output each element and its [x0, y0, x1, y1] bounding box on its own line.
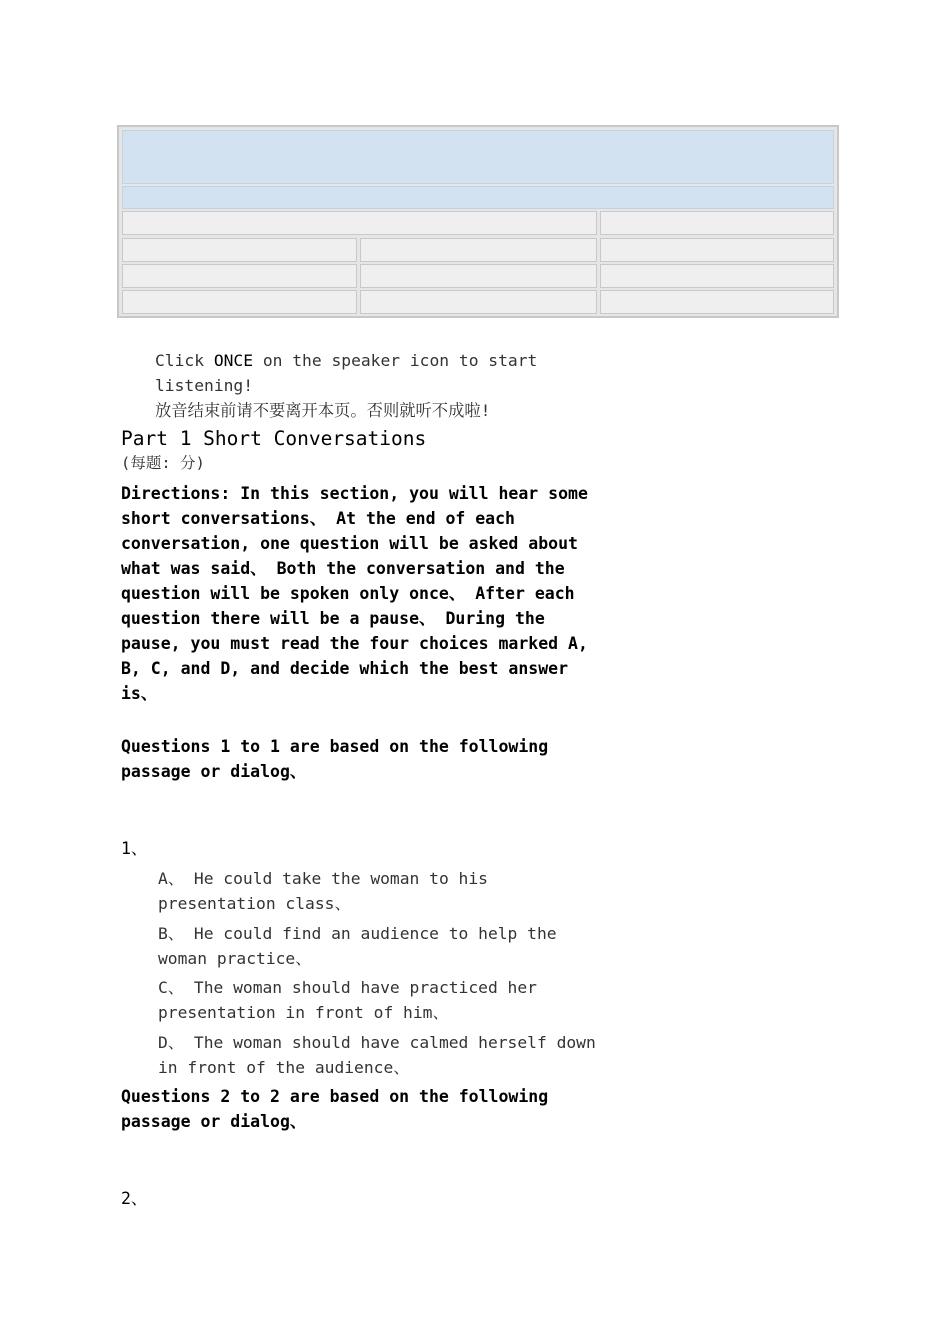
instruction-emphasis: ONCE [213, 351, 254, 370]
listening-instruction [155, 348, 537, 373]
table-cell [600, 290, 834, 314]
header-info-table [117, 125, 839, 318]
directions-line: conversation, one question will be asked about [121, 534, 578, 553]
directions-line: question there will be a pause、 During the [121, 609, 545, 628]
table-subtitle-cell [122, 186, 834, 209]
score-note: (每题: 分) [121, 454, 205, 472]
group-intro-line: passage or dialog、 [121, 1112, 307, 1131]
table-cell [122, 290, 357, 314]
table-cell [600, 264, 834, 288]
group-intro-line: Questions 2 to 2 are based on the following [121, 1087, 549, 1106]
table-cell [360, 238, 597, 262]
part-title: Part 1 Short Conversations [121, 427, 427, 450]
table-cell [600, 211, 834, 235]
group-intro-line: Questions 1 to 1 are based on the following [121, 737, 549, 756]
option-text: presentation in front of him、 [158, 1003, 449, 1022]
table-cell [122, 264, 357, 288]
directions-line: Directions: In this section, you will hear some [121, 484, 588, 503]
directions-line: short conversations、 At the end of each [121, 509, 515, 528]
table-cell [122, 238, 357, 262]
option-text: D、 The woman should have calmed herself down [158, 1033, 596, 1052]
question-number: 1、 [121, 839, 148, 858]
directions-line: is、 [121, 684, 158, 703]
option-text: C、 The woman should have practiced her [158, 978, 537, 997]
option-text: presentation class、 [158, 894, 351, 913]
instruction-suffix: on the speaker icon to start [253, 351, 538, 370]
group-intro-line: passage or dialog、 [121, 762, 307, 781]
option-text: in front of the audience、 [158, 1058, 410, 1077]
directions-line: question will be spoken only once、 After each [121, 584, 575, 603]
question-number: 2、 [121, 1189, 148, 1208]
listening-instruction-cn: 放音结束前请不要离开本页。否则就听不成啦! [155, 401, 491, 420]
table-cell [360, 290, 597, 314]
option-text: woman practice、 [158, 949, 312, 968]
directions-line: pause, you must read the four choices marked A, [121, 634, 588, 653]
option-text: B、 He could find an audience to help the [158, 924, 557, 943]
table-cell [360, 264, 597, 288]
directions-line: what was said、 Both the conversation and the [121, 559, 565, 578]
directions-line: B, C, and D, and decide which the best answer [121, 659, 569, 678]
instruction-prefix: Click [155, 351, 214, 370]
table-title-cell [122, 130, 834, 184]
listening-instruction-cont: listening! [155, 376, 254, 395]
table-cell [122, 211, 597, 235]
table-cell [600, 238, 834, 262]
option-text: A、 He could take the woman to his [158, 869, 488, 888]
